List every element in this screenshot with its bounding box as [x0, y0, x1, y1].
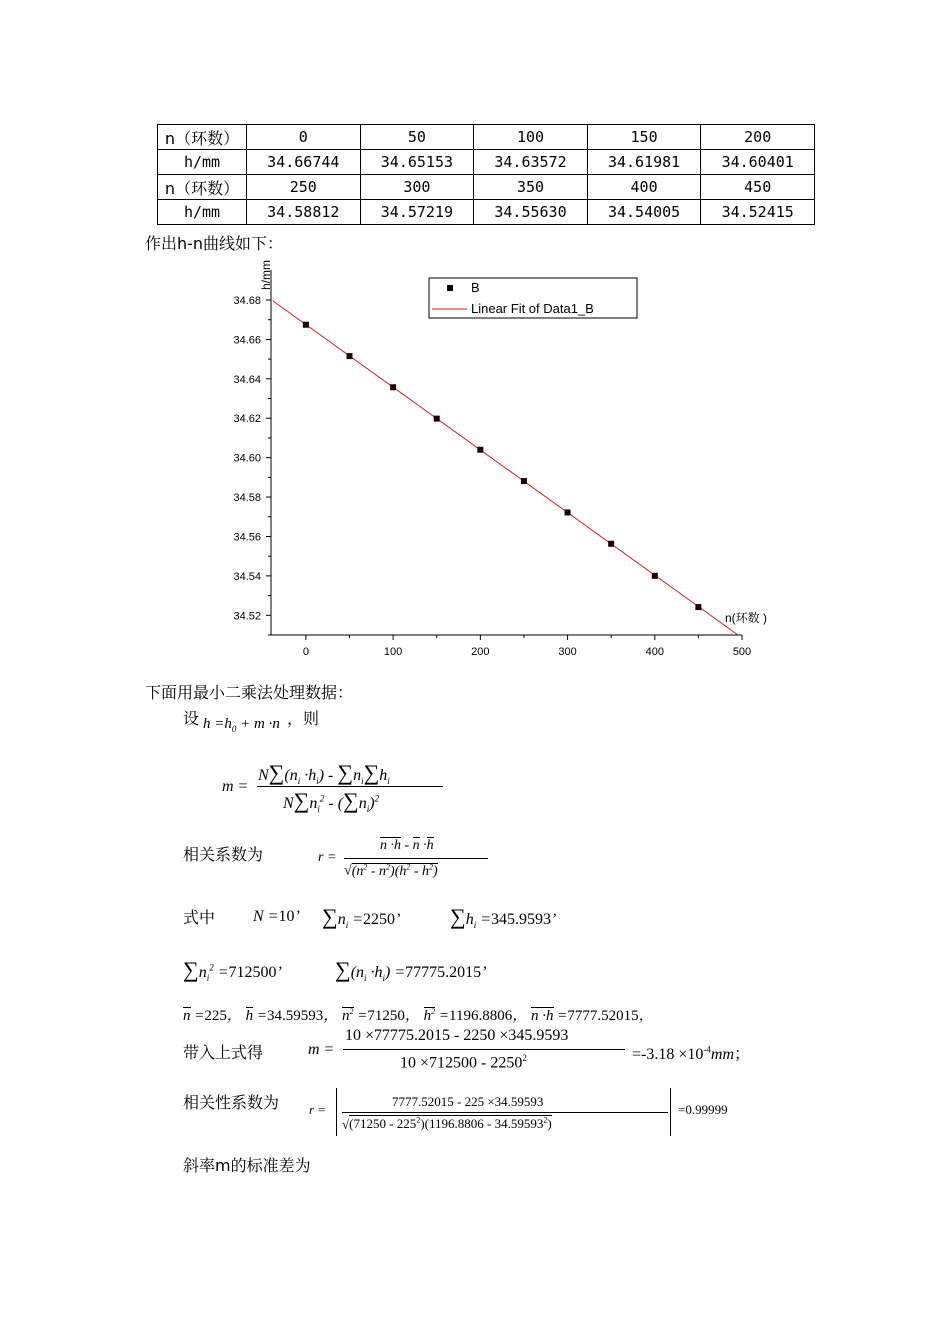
- data-point: [695, 604, 701, 610]
- data-table: [157, 124, 815, 225]
- m-sub-fraction-bar: [343, 1049, 625, 1050]
- corr-result-label: 相关性系数为: [183, 1093, 280, 1112]
- table-cell: 250: [247, 175, 361, 200]
- y-tick-label: 34.58: [233, 492, 261, 505]
- row-label: h/mm: [158, 200, 247, 225]
- data-point: [521, 478, 527, 484]
- table-cell: 34.52415: [701, 200, 815, 225]
- abs-bar-right: [670, 1088, 671, 1136]
- model-equation: $h =h_0 + m \cdot n$: [203, 716, 280, 734]
- slope-std-label: 斜率m的标准差为: [183, 1156, 311, 1175]
- data-point: [347, 353, 353, 359]
- hn-chart: [210, 250, 810, 670]
- lsq-intro: 下面用最小二乘法处理数据：: [145, 683, 354, 702]
- table-cell: 34.55630: [474, 200, 588, 225]
- table-cell: 0: [247, 125, 361, 150]
- where-label: 式中: [183, 908, 216, 927]
- m-result: $=-3.18 \times 10^{-4}mm$；: [632, 1044, 751, 1063]
- r-fraction-bar: [344, 858, 488, 859]
- legend-marker: [447, 285, 453, 291]
- m-symbol: m =: [222, 778, 249, 795]
- table-cell: 450: [701, 175, 815, 200]
- y-tick-label: 34.66: [233, 334, 261, 347]
- legend-label-b: B: [471, 280, 480, 295]
- table-cell: 300: [360, 175, 474, 200]
- row-label: h/mm: [158, 150, 247, 175]
- y-tick-label: 34.52: [233, 610, 261, 623]
- table-cell: 34.66744: [247, 150, 361, 175]
- sum-nh-value: $\sum(n_i \cdot h_i) =77775.2015$’: [335, 957, 487, 984]
- x-tick-label: 0: [302, 646, 309, 658]
- table-row: [158, 175, 815, 200]
- N-value: N =10’: [253, 908, 300, 925]
- chart-legend: [429, 278, 637, 318]
- data-point: [477, 447, 483, 453]
- r-denominator: $√(n^2 - n^2)(h^2 - h^2)$: [344, 862, 438, 879]
- data-point: [652, 573, 658, 579]
- table-cell: 400: [587, 175, 701, 200]
- y-tick-label: 34.56: [233, 531, 261, 544]
- table-cell: 34.57219: [360, 200, 474, 225]
- r-sub-numerator: 7777.52015 - 225 ×34.59593: [392, 1094, 544, 1109]
- row-label: n（环数）: [158, 125, 247, 150]
- sum-n2-value: $\sum n_i^2 =712500$’: [183, 957, 282, 984]
- row-label: n（环数）: [158, 175, 247, 200]
- y-tick-label: 34.60: [233, 452, 261, 465]
- y-tick-label: 34.62: [233, 413, 261, 426]
- table-cell: 350: [474, 175, 588, 200]
- data-point: [434, 416, 440, 422]
- then-label: ，则: [287, 709, 320, 728]
- table-row: [158, 150, 815, 175]
- abs-bar-left: [336, 1088, 337, 1136]
- table-row: [158, 125, 815, 150]
- table-cell: 34.54005: [587, 200, 701, 225]
- averages-row: n =225， h =34.59593， $n^2 =71250$， $h^2 =1196.8806$， n ·h =7777.52015，: [183, 1007, 654, 1024]
- m-denominator: $N\sum n_i^2 - (\sum n_i)^2$: [283, 788, 380, 815]
- x-tick-label: 300: [558, 646, 577, 658]
- y-axis-label: h/mm: [259, 260, 273, 290]
- table-cell: 100: [474, 125, 588, 150]
- table-cell: 34.65153: [360, 150, 474, 175]
- table-cell: 34.61981: [587, 150, 701, 175]
- fit-line: [273, 301, 738, 635]
- r-result: =0.99999: [678, 1102, 728, 1117]
- fit-line-group: [273, 301, 738, 635]
- table-row: [158, 200, 815, 225]
- data-point: [303, 322, 309, 328]
- table-cell: 200: [701, 125, 815, 150]
- r-sub-fraction-bar: [342, 1112, 668, 1113]
- set-label: 设: [183, 709, 200, 728]
- x-tick-label: 200: [471, 646, 490, 658]
- x-tick-label: 100: [383, 646, 403, 658]
- r-symbol-2: r =: [309, 1102, 327, 1117]
- x-tick-label: 500: [732, 646, 752, 658]
- data-point: [608, 541, 614, 547]
- legend-label-fit: Linear Fit of Data1_B: [471, 301, 594, 316]
- chart-intro: 作出h-n曲线如下：: [145, 234, 284, 253]
- r-numerator: n ·h - n ·h: [380, 838, 434, 853]
- x-tick-label: 400: [645, 646, 664, 658]
- m-fraction-bar: [257, 786, 443, 787]
- x-axis-label: n(环数 ): [725, 611, 768, 625]
- m-sub-numerator: 10 ×77775.2015 - 2250 ×345.9593: [345, 1027, 569, 1044]
- r-sub-denominator: $√(71250 - 225^2)(1196.8806 - 34.59593^2)$: [342, 1116, 552, 1132]
- y-tick-label: 34.68: [233, 295, 261, 307]
- table-cell: 34.58812: [247, 200, 361, 225]
- r-symbol: r =: [318, 850, 337, 865]
- corr-label: 相关系数为: [183, 845, 264, 864]
- substitute-label: 带入上式得: [183, 1043, 264, 1062]
- sum-h-value: $\sum h_i =345.9593$’: [450, 904, 557, 931]
- table-cell: 50: [360, 125, 474, 150]
- data-point: [390, 384, 396, 390]
- data-point: [565, 509, 571, 515]
- sum-n-value: $\sum n_i =2250$’: [322, 904, 401, 931]
- table-cell: 34.60401: [701, 150, 815, 175]
- table-cell: 150: [587, 125, 701, 150]
- y-tick-label: 34.54: [233, 570, 261, 583]
- m-numerator: $N\sum(n_i \cdot h_i) - \sum n_i\sum h_i$: [258, 760, 390, 787]
- m-symbol-2: m =: [308, 1041, 335, 1058]
- table-cell: 34.63572: [474, 150, 588, 175]
- m-sub-denominator: 10 ×712500 - 2250$^2$: [400, 1053, 527, 1072]
- y-tick-label: 34.64: [233, 373, 261, 386]
